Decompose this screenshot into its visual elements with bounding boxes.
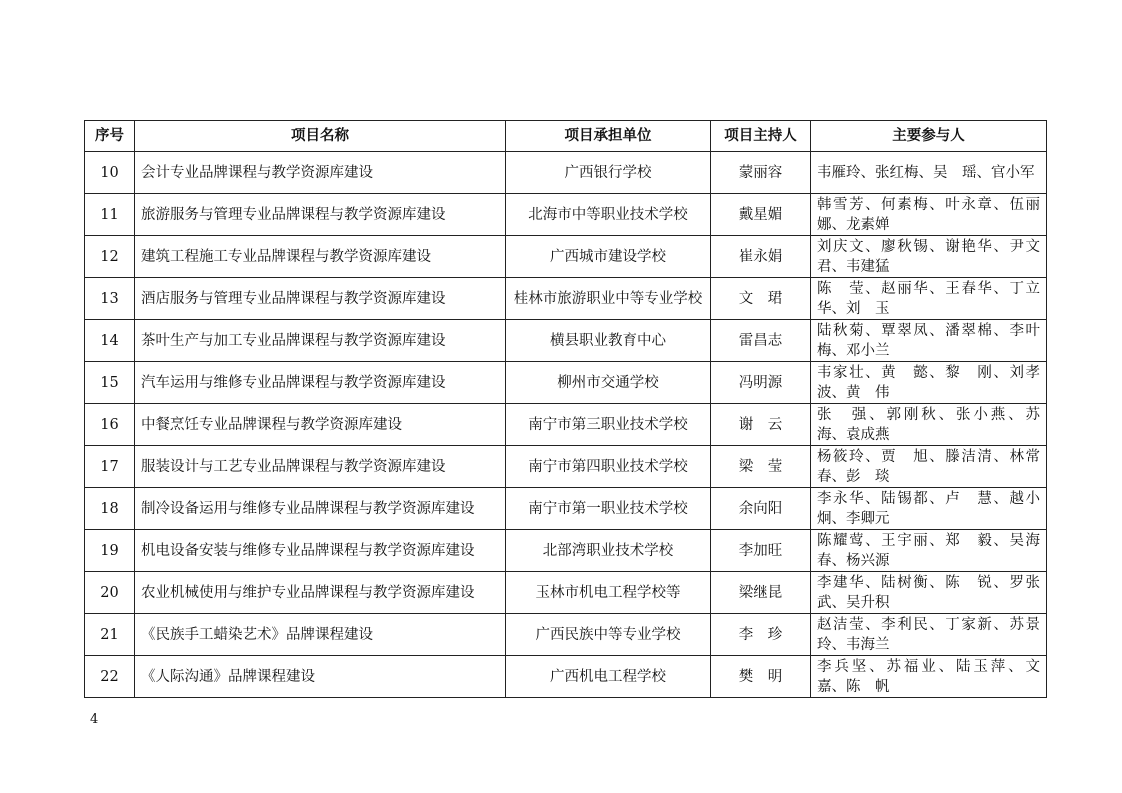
- table-row: [85, 530, 1047, 572]
- cell-project-leader: 谢 云: [711, 404, 811, 446]
- table-row: [85, 278, 1047, 320]
- cell-undertaking-unit: 广西城市建设学校: [506, 236, 711, 278]
- cell-project-name: 服装设计与工艺专业品牌课程与教学资源库建设: [135, 446, 506, 488]
- cell-project-leader: 雷昌志: [711, 320, 811, 362]
- cell-undertaking-unit: 玉林市机电工程学校等: [506, 572, 711, 614]
- cell-project-name: 汽车运用与维修专业品牌课程与教学资源库建设: [135, 362, 506, 404]
- cell-project-leader: 李 珍: [711, 614, 811, 656]
- cell-undertaking-unit: 北海市中等职业技术学校: [506, 194, 711, 236]
- cell-main-participants: 韦家壮、黄 懿、黎 刚、刘孝波、黄 伟: [811, 362, 1047, 404]
- cell-main-participants: 李兵坚、苏福业、陆玉萍、文 嘉、陈 帆: [811, 656, 1047, 698]
- table-row: [85, 362, 1047, 404]
- cell-main-participants: 韩雪芳、何素梅、叶永章、伍丽娜、龙素婵: [811, 194, 1047, 236]
- cell-undertaking-unit: 南宁市第一职业技术学校: [506, 488, 711, 530]
- cell-project-name: 旅游服务与管理专业品牌课程与教学资源库建设: [135, 194, 506, 236]
- table-row: [85, 656, 1047, 698]
- cell-undertaking-unit: 横县职业教育中心: [506, 320, 711, 362]
- header-serial-no: 序号: [85, 121, 135, 152]
- project-table: [84, 120, 1055, 698]
- cell-project-name: 茶叶生产与加工专业品牌课程与教学资源库建设: [135, 320, 506, 362]
- cell-undertaking-unit: 桂林市旅游职业中等专业学校: [506, 278, 711, 320]
- cell-project-name: 中餐烹饪专业品牌课程与教学资源库建设: [135, 404, 506, 446]
- cell-main-participants: 张 强、郭刚秋、张小燕、苏 海、袁成燕: [811, 404, 1047, 446]
- cell-undertaking-unit: 柳州市交通学校: [506, 362, 711, 404]
- cell-serial-no: 19: [85, 530, 135, 572]
- cell-project-name: 机电设备安装与维修专业品牌课程与教学资源库建设: [135, 530, 506, 572]
- cell-project-leader: 樊 明: [711, 656, 811, 698]
- cell-undertaking-unit: 广西民族中等专业学校: [506, 614, 711, 656]
- cell-project-leader: 余向阳: [711, 488, 811, 530]
- cell-main-participants: 刘庆文、廖秋锡、谢艳华、尹文君、韦建猛: [811, 236, 1047, 278]
- cell-serial-no: 17: [85, 446, 135, 488]
- cell-project-name: 《民族手工蜡染艺术》品牌课程建设: [135, 614, 506, 656]
- table-row: [85, 152, 1047, 194]
- cell-project-name: 酒店服务与管理专业品牌课程与教学资源库建设: [135, 278, 506, 320]
- cell-main-participants: 韦雁玲、张红梅、吴 瑶、官小军: [811, 152, 1047, 194]
- cell-undertaking-unit: 广西银行学校: [506, 152, 711, 194]
- cell-project-leader: 戴星媚: [711, 194, 811, 236]
- cell-project-name: 建筑工程施工专业品牌课程与教学资源库建设: [135, 236, 506, 278]
- cell-serial-no: 13: [85, 278, 135, 320]
- cell-undertaking-unit: 南宁市第四职业技术学校: [506, 446, 711, 488]
- cell-main-participants: 杨筱玲、贾 旭、滕洁清、林常春、彭 琰: [811, 446, 1047, 488]
- page-number: 4: [90, 712, 99, 727]
- cell-main-participants: 李建华、陆树衡、陈 锐、罗张武、吴升积: [811, 572, 1047, 614]
- cell-project-leader: 李加旺: [711, 530, 811, 572]
- cell-project-name: 《人际沟通》品牌课程建设: [135, 656, 506, 698]
- cell-undertaking-unit: 南宁市第三职业技术学校: [506, 404, 711, 446]
- table-header-row: [85, 121, 1047, 152]
- cell-project-leader: 冯明源: [711, 362, 811, 404]
- cell-main-participants: 陈耀莺、王宇丽、郑 毅、吴海春、杨兴源: [811, 530, 1047, 572]
- table-row: [85, 488, 1047, 530]
- table-row: [85, 404, 1047, 446]
- cell-project-name: 会计专业品牌课程与教学资源库建设: [135, 152, 506, 194]
- table-row: [85, 320, 1047, 362]
- cell-project-leader: 梁继昆: [711, 572, 811, 614]
- cell-undertaking-unit: 广西机电工程学校: [506, 656, 711, 698]
- cell-serial-no: 18: [85, 488, 135, 530]
- cell-main-participants: 陆秋菊、覃翠凤、潘翠棉、李叶梅、邓小兰: [811, 320, 1047, 362]
- cell-project-leader: 崔永娟: [711, 236, 811, 278]
- cell-project-leader: 蒙丽容: [711, 152, 811, 194]
- table-row: [85, 236, 1047, 278]
- cell-main-participants: 赵洁莹、李利民、丁家新、苏景玲、韦海兰: [811, 614, 1047, 656]
- table-row: [85, 446, 1047, 488]
- header-undertaking-unit: 项目承担单位: [506, 121, 711, 152]
- header-project-leader: 项目主持人: [711, 121, 811, 152]
- cell-serial-no: 22: [85, 656, 135, 698]
- table-row: [85, 614, 1047, 656]
- cell-main-participants: 陈 莹、赵丽华、王春华、丁立华、刘 玉: [811, 278, 1047, 320]
- cell-serial-no: 14: [85, 320, 135, 362]
- cell-serial-no: 11: [85, 194, 135, 236]
- cell-project-leader: 文 珺: [711, 278, 811, 320]
- cell-project-name: 农业机械使用与维护专业品牌课程与教学资源库建设: [135, 572, 506, 614]
- table-row: [85, 572, 1047, 614]
- cell-undertaking-unit: 北部湾职业技术学校: [506, 530, 711, 572]
- table-row: [85, 194, 1047, 236]
- cell-main-participants: 李永华、陆锡都、卢 慧、越小炯、李卿元: [811, 488, 1047, 530]
- cell-serial-no: 21: [85, 614, 135, 656]
- cell-project-name: 制冷设备运用与维修专业品牌课程与教学资源库建设: [135, 488, 506, 530]
- cell-serial-no: 12: [85, 236, 135, 278]
- cell-serial-no: 16: [85, 404, 135, 446]
- cell-serial-no: 20: [85, 572, 135, 614]
- cell-project-leader: 梁 莹: [711, 446, 811, 488]
- cell-serial-no: 10: [85, 152, 135, 194]
- header-project-name: 项目名称: [135, 121, 506, 152]
- header-main-participants: 主要参与人: [811, 121, 1047, 152]
- cell-serial-no: 15: [85, 362, 135, 404]
